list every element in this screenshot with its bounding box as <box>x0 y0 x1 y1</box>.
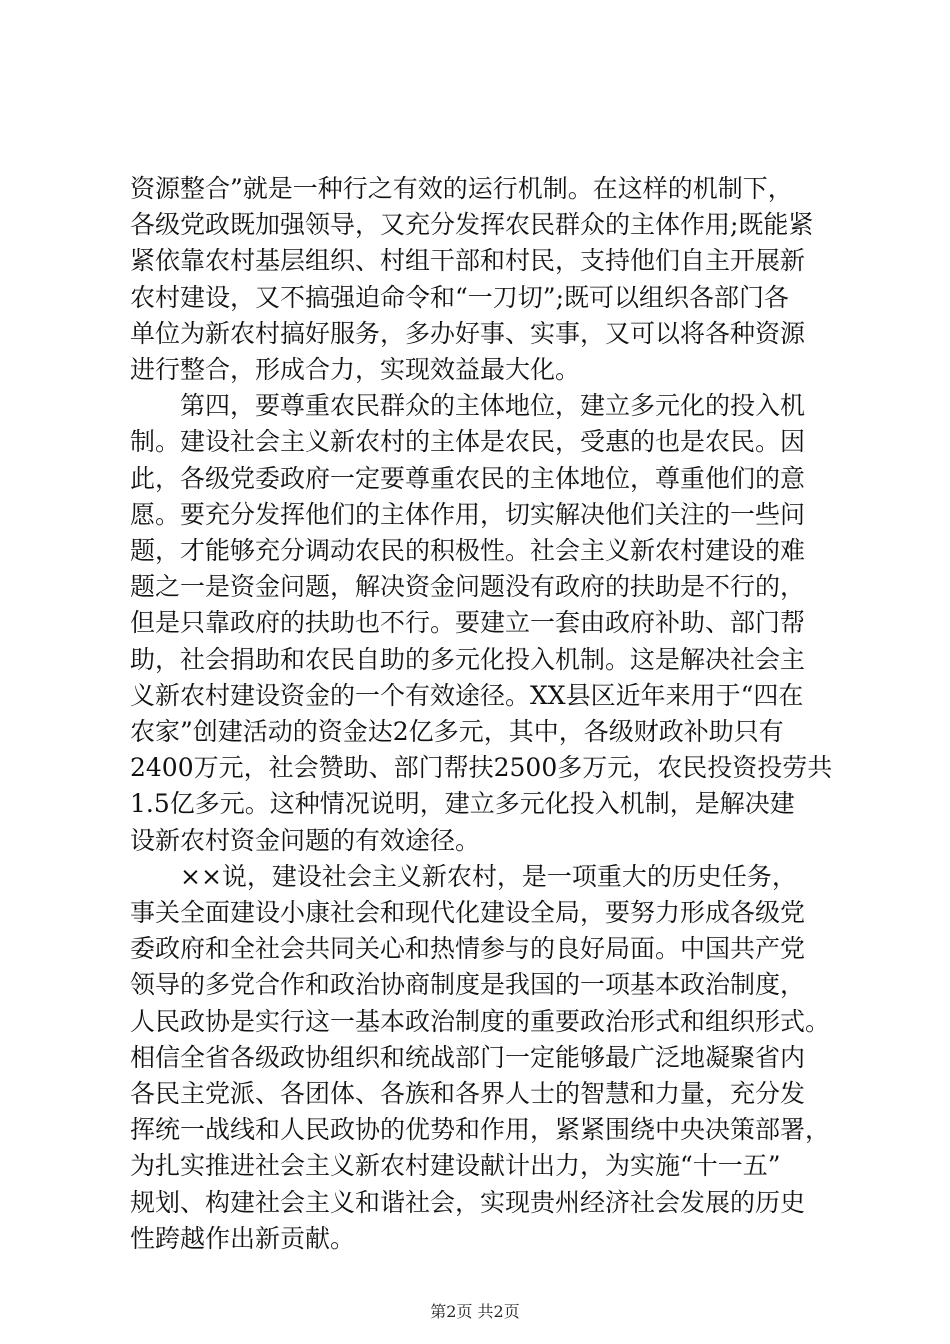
text-line: 农村建设，又不搞强迫命令和“一刀切”;既可以组织各部门各 <box>130 282 789 312</box>
text-line: 但是只靠政府的扶助也不行。要建立一套由政府补助、部门帮 <box>130 608 806 638</box>
text-line: 人民政协是实行这一基本政治制度的重要政治形式和组织形式。 <box>130 1006 831 1036</box>
text-line: 题，才能够充分调动农民的积极性。社会主义新农村建设的难 <box>130 536 806 566</box>
text-line: 委政府和全社会共同关心和热情参与的良好局面。中国共产党 <box>130 934 806 964</box>
text-line: 1.5亿多元。这种情况说明，建立多元化投入机制，是解决建 <box>130 789 795 819</box>
text-line: 相信全省各级政协组织和统战部门一定能够最广泛地凝聚省内 <box>130 1042 806 1072</box>
text-line: 各级党政既加强领导，又充分发挥农民群众的主体作用;既能紧 <box>130 210 814 240</box>
text-line: ××说，建设社会主义新农村，是一项重大的历史任务， <box>130 861 797 891</box>
text-line: 紧依靠农村基层组织、村组干部和村民，支持他们自主开展新 <box>130 246 806 276</box>
text-line: 此，各级党委政府一定要尊重农民的主体地位，尊重他们的意 <box>130 463 806 493</box>
text-line: 题之一是资金问题，解决资金问题没有政府的扶助是不行的， <box>130 572 806 602</box>
text-line: 性跨越作出新贡献。 <box>130 1223 356 1253</box>
body-text <box>130 171 832 1257</box>
text-line: 制。建设社会主义新农村的主体是农民，受惠的也是农民。因 <box>130 427 806 457</box>
text-line: 2400万元，社会赞助、部门帮扶2500多万元，农民投资投劳共 <box>130 753 833 783</box>
text-line: 挥统一战线和人民政协的优势和作用，紧紧围绕中央决策部署， <box>130 1115 831 1145</box>
text-line: 领导的多党合作和政治协商制度是我国的一项基本政治制度， <box>130 970 806 1000</box>
text-line: 第四，要尊重农民群众的主体地位，建立多元化的投入机 <box>130 391 806 421</box>
text-line: 助，社会捐助和农民自助的多元化投入机制。这是解决社会主 <box>130 644 806 674</box>
text-line: 规划、构建社会主义和谐社会，实现贵州经济社会发展的历史 <box>130 1187 806 1217</box>
text-line: 农家”创建活动的资金达2亿多元，其中，各级财政补助只有 <box>130 717 784 747</box>
text-line: 设新农村资金问题的有效途径。 <box>130 825 481 855</box>
text-line: 单位为新农村搞好服务，多办好事、实事，又可以将各种资源 <box>130 318 806 348</box>
text-line: 各民主党派、各团体、各族和各界人士的智慧和力量，充分发 <box>130 1079 806 1109</box>
text-line: 进行整合，形成合力，实现效益最大化。 <box>130 355 581 385</box>
page-number-footer: 第2页 共2页 <box>430 1302 520 1321</box>
text-line: 事关全面建设小康社会和现代化建设全局，要努力形成各级党 <box>130 898 806 928</box>
text-line: 为扎实推进社会主义新农村建设献计出力，为实施“十一五” <box>130 1151 781 1181</box>
text-line: 义新农村建设资金的一个有效途径。XX县区近年来用于“四在 <box>130 680 804 710</box>
text-line: 资源整合”就是一种行之有效的运行机制。在这样的机制下， <box>130 174 793 203</box>
text-line: 愿。要充分发挥他们的主体作用，切实解决他们关注的一些问 <box>130 499 806 529</box>
